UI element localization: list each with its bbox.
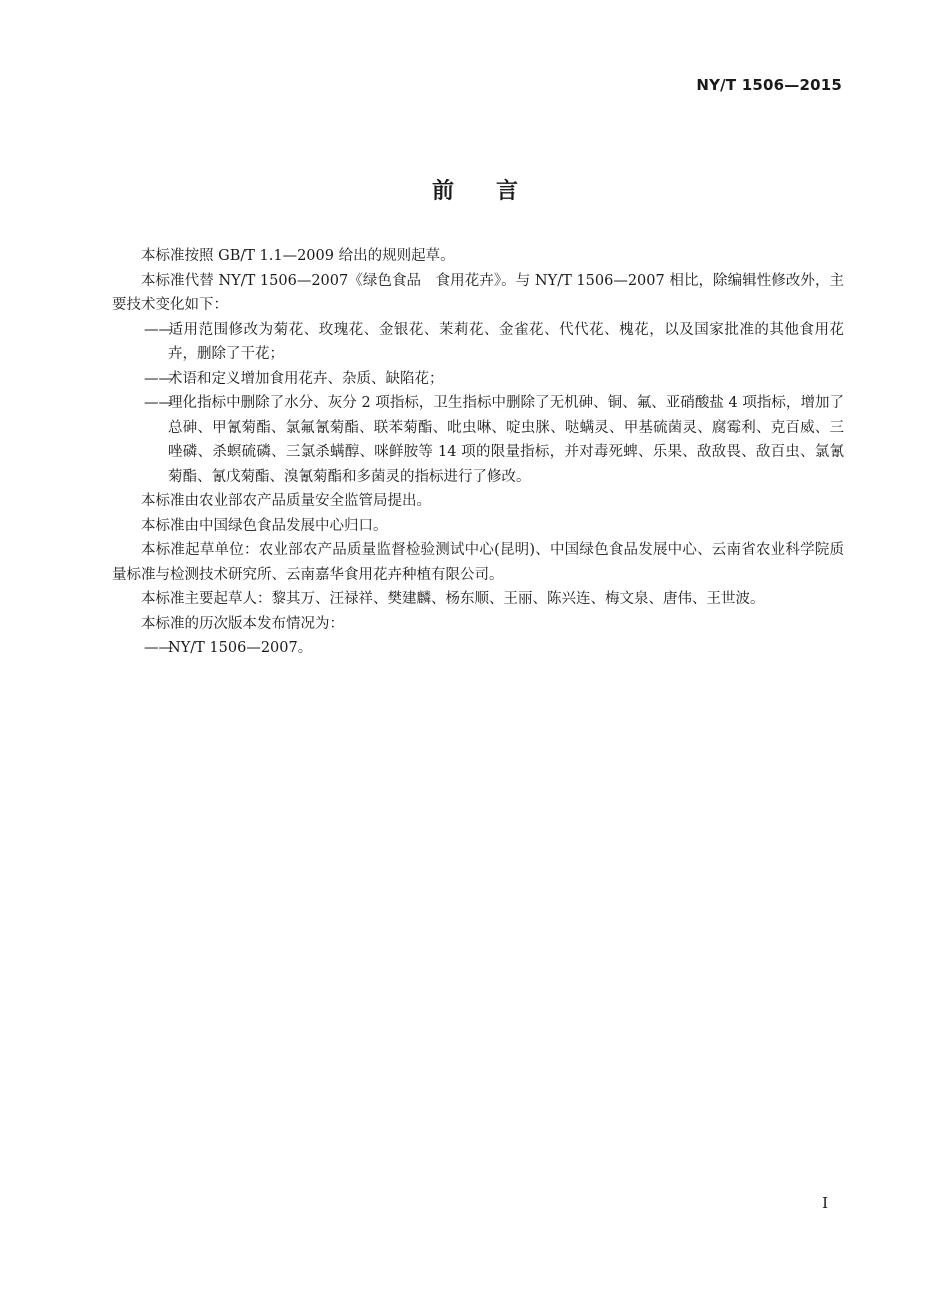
change-item [112,391,844,489]
standard-code: NY/T 1506—2015 [696,76,842,94]
change-item-text: 适用范围修改为菊花、玫瑰花、金银花、茉莉花、金雀花、代代花、槐花，以及国家批准的其他食用花卉，删除了干花； [168,321,844,362]
paragraph-drafting-rules: 本标准按照 GB/T 1.1—2009 给出的规则起草。 [141,248,455,264]
paragraph-proposer: 本标准由农业部农产品质量安全监管局提出。 [141,493,431,509]
change-item [112,318,844,367]
dash-marker: —— [144,370,173,387]
dash-marker: —— [144,395,173,411]
change-item-text: 术语和定义增加食用花卉、杂质、缺陷花； [168,370,444,387]
page-title: 前言 [431,179,560,204]
history-item-text: NY/T 1506—2007。 [168,640,313,656]
paragraph-drafting-units: 本标准起草单位：农业部农产品质量监督检验测试中心(昆明)、中国绿色食品发展中心、云南省农业科学院质量标准与检测技术研究所、云南嘉华食用花卉种植有限公司。 [112,542,844,583]
foreword-body [112,244,844,661]
page-number: I [822,1194,828,1212]
change-item [112,367,844,392]
dash-marker: —— [144,321,173,338]
paragraph-history-intro: 本标准的历次版本发布情况为： [141,615,344,632]
paragraph-drafters: 本标准主要起草人：黎其万、汪禄祥、樊建麟、杨东顺、王丽、陈兴连、梅文泉、唐伟、王世波。 [141,591,765,607]
change-item-text: 理化指标中删除了水分、灰分 2 项指标，卫生指标中删除了无机砷、铜、氟、亚硝酸盐 4 项指标，增加了总砷、甲氰菊酯、氯氟氰菊酯、联苯菊酯、吡虫啉、啶虫脒、哒螨灵、甲基硫菌灵、腐霉利、克百威、三唑磷、杀螟硫磷、三氯杀螨醇、咪鲜胺等 14 项的限量指标，并对毒死蜱、乐果、敌敌畏、敌百虫、氯氰菊酯、氰戊菊酯、溴氰菊酯和多菌灵的指标进行了修改。 [168,395,844,485]
dash-marker: —— [144,640,173,656]
paragraph-replacement: 本标准代替 NY/T 1506—2007《绿色食品 食用花卉》。与 NY/T 1506—2007 相比，除编辑性修改外，主要技术变化如下： [112,272,844,313]
paragraph-administrator: 本标准由中国绿色食品发展中心归口。 [141,517,388,534]
history-item [112,636,844,661]
